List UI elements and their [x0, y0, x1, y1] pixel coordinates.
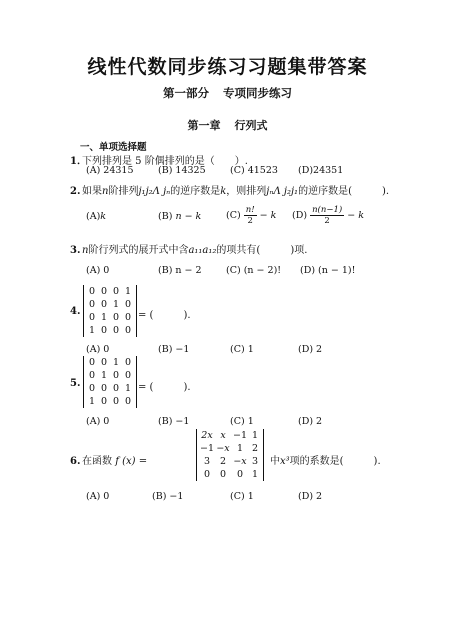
section-heading: 一、单项选择题 — [80, 142, 147, 153]
matrix-cell: x — [220, 430, 226, 441]
option-b: (B) −1 — [158, 344, 190, 355]
matrix-cell: 0 — [219, 469, 227, 480]
question-text-pre: 阶行列式的展开式中含 — [88, 245, 189, 256]
matrix-cell: 0 — [100, 286, 108, 297]
question-number: 1． — [70, 156, 87, 167]
option-c: (C) 1 — [230, 416, 254, 427]
matrix-cell: −1 — [199, 443, 214, 454]
chapter-label: 第一章 — [187, 119, 221, 132]
option-a: (A) 24315 — [86, 165, 134, 176]
matrix-cell: 1 — [100, 370, 108, 381]
sequence: j₁j₂Λ jₙ — [138, 186, 171, 197]
part-heading — [0, 85, 455, 101]
matrix-cell: 0 — [100, 357, 108, 368]
matrix-cell: 0 — [88, 357, 96, 368]
question-4-number: 4. — [70, 306, 81, 317]
option-b: (B) −1 — [152, 491, 184, 502]
variable: x³ — [280, 456, 290, 467]
matrix-cell: 0 — [203, 469, 211, 480]
matrix-cell: 1 — [251, 430, 259, 441]
chapter-name: 行列式 — [234, 119, 268, 132]
document-title: 线性代数同步练习习题集带答案 — [87, 56, 368, 78]
matrix-cell: 0 — [124, 299, 132, 310]
sequence-reversed: jₙΛ j₂j₁ — [266, 186, 299, 197]
fraction: $\frac{n(n-1)}{2}$ — [312, 205, 343, 226]
option-a: (A) 0 — [86, 265, 110, 276]
question-6 — [70, 452, 147, 467]
option-c: (C) 1 — [230, 344, 254, 355]
option-b: (B) 14325 — [158, 165, 206, 176]
question-text-post: 的逆序数是( ). — [298, 186, 390, 197]
matrix-cell: 0 — [112, 325, 120, 336]
matrix-cell: 0 — [88, 299, 96, 310]
question-number: 2. — [70, 186, 81, 197]
matrix-cell: 2 — [251, 443, 259, 454]
matrix-cell: 1 — [88, 396, 96, 407]
matrix-cell: 0 — [112, 312, 120, 323]
option-c: (C) $\frac{n!}{2}$ − k — [226, 205, 277, 226]
question-text-pre: 在函数 — [82, 456, 112, 467]
matrix-cell: 1 — [100, 312, 108, 323]
matrix-cell: 0 — [88, 370, 96, 381]
option-a: (A) 0 — [86, 491, 110, 502]
question-2 — [70, 182, 389, 197]
matrix-cell: 2x — [201, 430, 213, 441]
matrix-cell: 1 — [124, 383, 132, 394]
part-name: 专项同步练习 — [223, 86, 292, 100]
option-b: (B) n − k — [158, 211, 202, 222]
option-c: (C) 41523 — [230, 165, 278, 176]
matrix-cell: 0 — [124, 370, 132, 381]
matrix-cell: 0 — [100, 396, 108, 407]
determinant-matrix — [83, 285, 137, 337]
part-label: 第一部分 — [163, 86, 209, 100]
function: f (x) = — [115, 456, 148, 467]
matrix-cell: 0 — [88, 312, 96, 323]
option-a: (A) 0 — [86, 416, 110, 427]
matrix-cell: 0 — [88, 383, 96, 394]
determinant-matrix — [196, 429, 264, 481]
question-text: 下列排列是 5 阶偶排列的是（ ）. — [82, 156, 248, 167]
matrix-cell: 1 — [88, 325, 96, 336]
matrix-cell: 2 — [219, 456, 227, 467]
question-text-post: 的项共有( )项. — [216, 245, 308, 256]
question-tail: = ( ). — [138, 310, 191, 321]
option-d: (D) 2 — [298, 491, 323, 502]
question-text-mid2: 的逆序数是 — [170, 186, 221, 197]
matrix-cell: 0 — [124, 312, 132, 323]
option-d: (D) 2 — [298, 344, 323, 355]
var-k: k — [220, 186, 227, 197]
option-b: (B) n − 2 — [158, 265, 202, 276]
matrix-cell: 0 — [124, 396, 132, 407]
matrix-cell: 0 — [124, 357, 132, 368]
matrix-cell: 0 — [100, 325, 108, 336]
matrix-cell: 3 — [203, 456, 211, 467]
question-5-number: 5. — [70, 378, 81, 389]
term: a₁₁a₁₂ — [188, 245, 217, 256]
option-c: (C) 1 — [230, 491, 254, 502]
matrix-cell: 0 — [100, 383, 108, 394]
option-a: (A) 0 — [86, 344, 110, 355]
matrix-cell: 1 — [236, 443, 244, 454]
question-6-tail: 中x³项的系数是( ). — [270, 456, 381, 467]
matrix-cell: 1 — [112, 299, 120, 310]
matrix-cell: 1 — [112, 357, 120, 368]
var-n: n — [102, 186, 109, 197]
matrix-cell: 0 — [100, 299, 108, 310]
matrix-cell: 1 — [124, 286, 132, 297]
question-text-mid: 阶排列 — [108, 186, 139, 197]
question-text-pre: 如果 — [82, 186, 102, 197]
matrix-cell: 0 — [112, 286, 120, 297]
matrix-cell: 3 — [251, 456, 259, 467]
question-tail: = ( ). — [138, 382, 191, 393]
question-text-mid3: ，则排列 — [226, 186, 267, 197]
matrix-cell: 0 — [112, 383, 120, 394]
matrix-cell: −1 — [232, 430, 247, 441]
option-d: (D) (n − 1)! — [300, 265, 356, 276]
option-d: (D)24351 — [298, 165, 344, 176]
question-number: 3. — [70, 245, 81, 256]
matrix-cell: 0 — [236, 469, 244, 480]
var-n: n — [82, 245, 89, 256]
matrix-cell: 1 — [251, 469, 259, 480]
matrix-cell: 0 — [112, 396, 120, 407]
matrix-cell: −x — [216, 443, 230, 454]
chapter-heading — [0, 117, 455, 133]
question-number: 6. — [70, 456, 81, 467]
matrix-cell: 0 — [88, 286, 96, 297]
fraction: $\frac{n!}{2}$ — [245, 205, 255, 226]
option-c: (C) (n − 2)! — [226, 265, 282, 276]
determinant-matrix — [83, 356, 137, 408]
option-d: (D) 2 — [298, 416, 323, 427]
question-3 — [70, 241, 307, 256]
option-a: (A)k — [86, 211, 107, 222]
option-d: (D) $\frac{n(n-1)}{2}$ − k — [292, 205, 364, 226]
matrix-cell: 0 — [124, 325, 132, 336]
option-b: (B) −1 — [158, 416, 190, 427]
matrix-cell: 0 — [112, 370, 120, 381]
matrix-cell: −x — [233, 456, 247, 467]
